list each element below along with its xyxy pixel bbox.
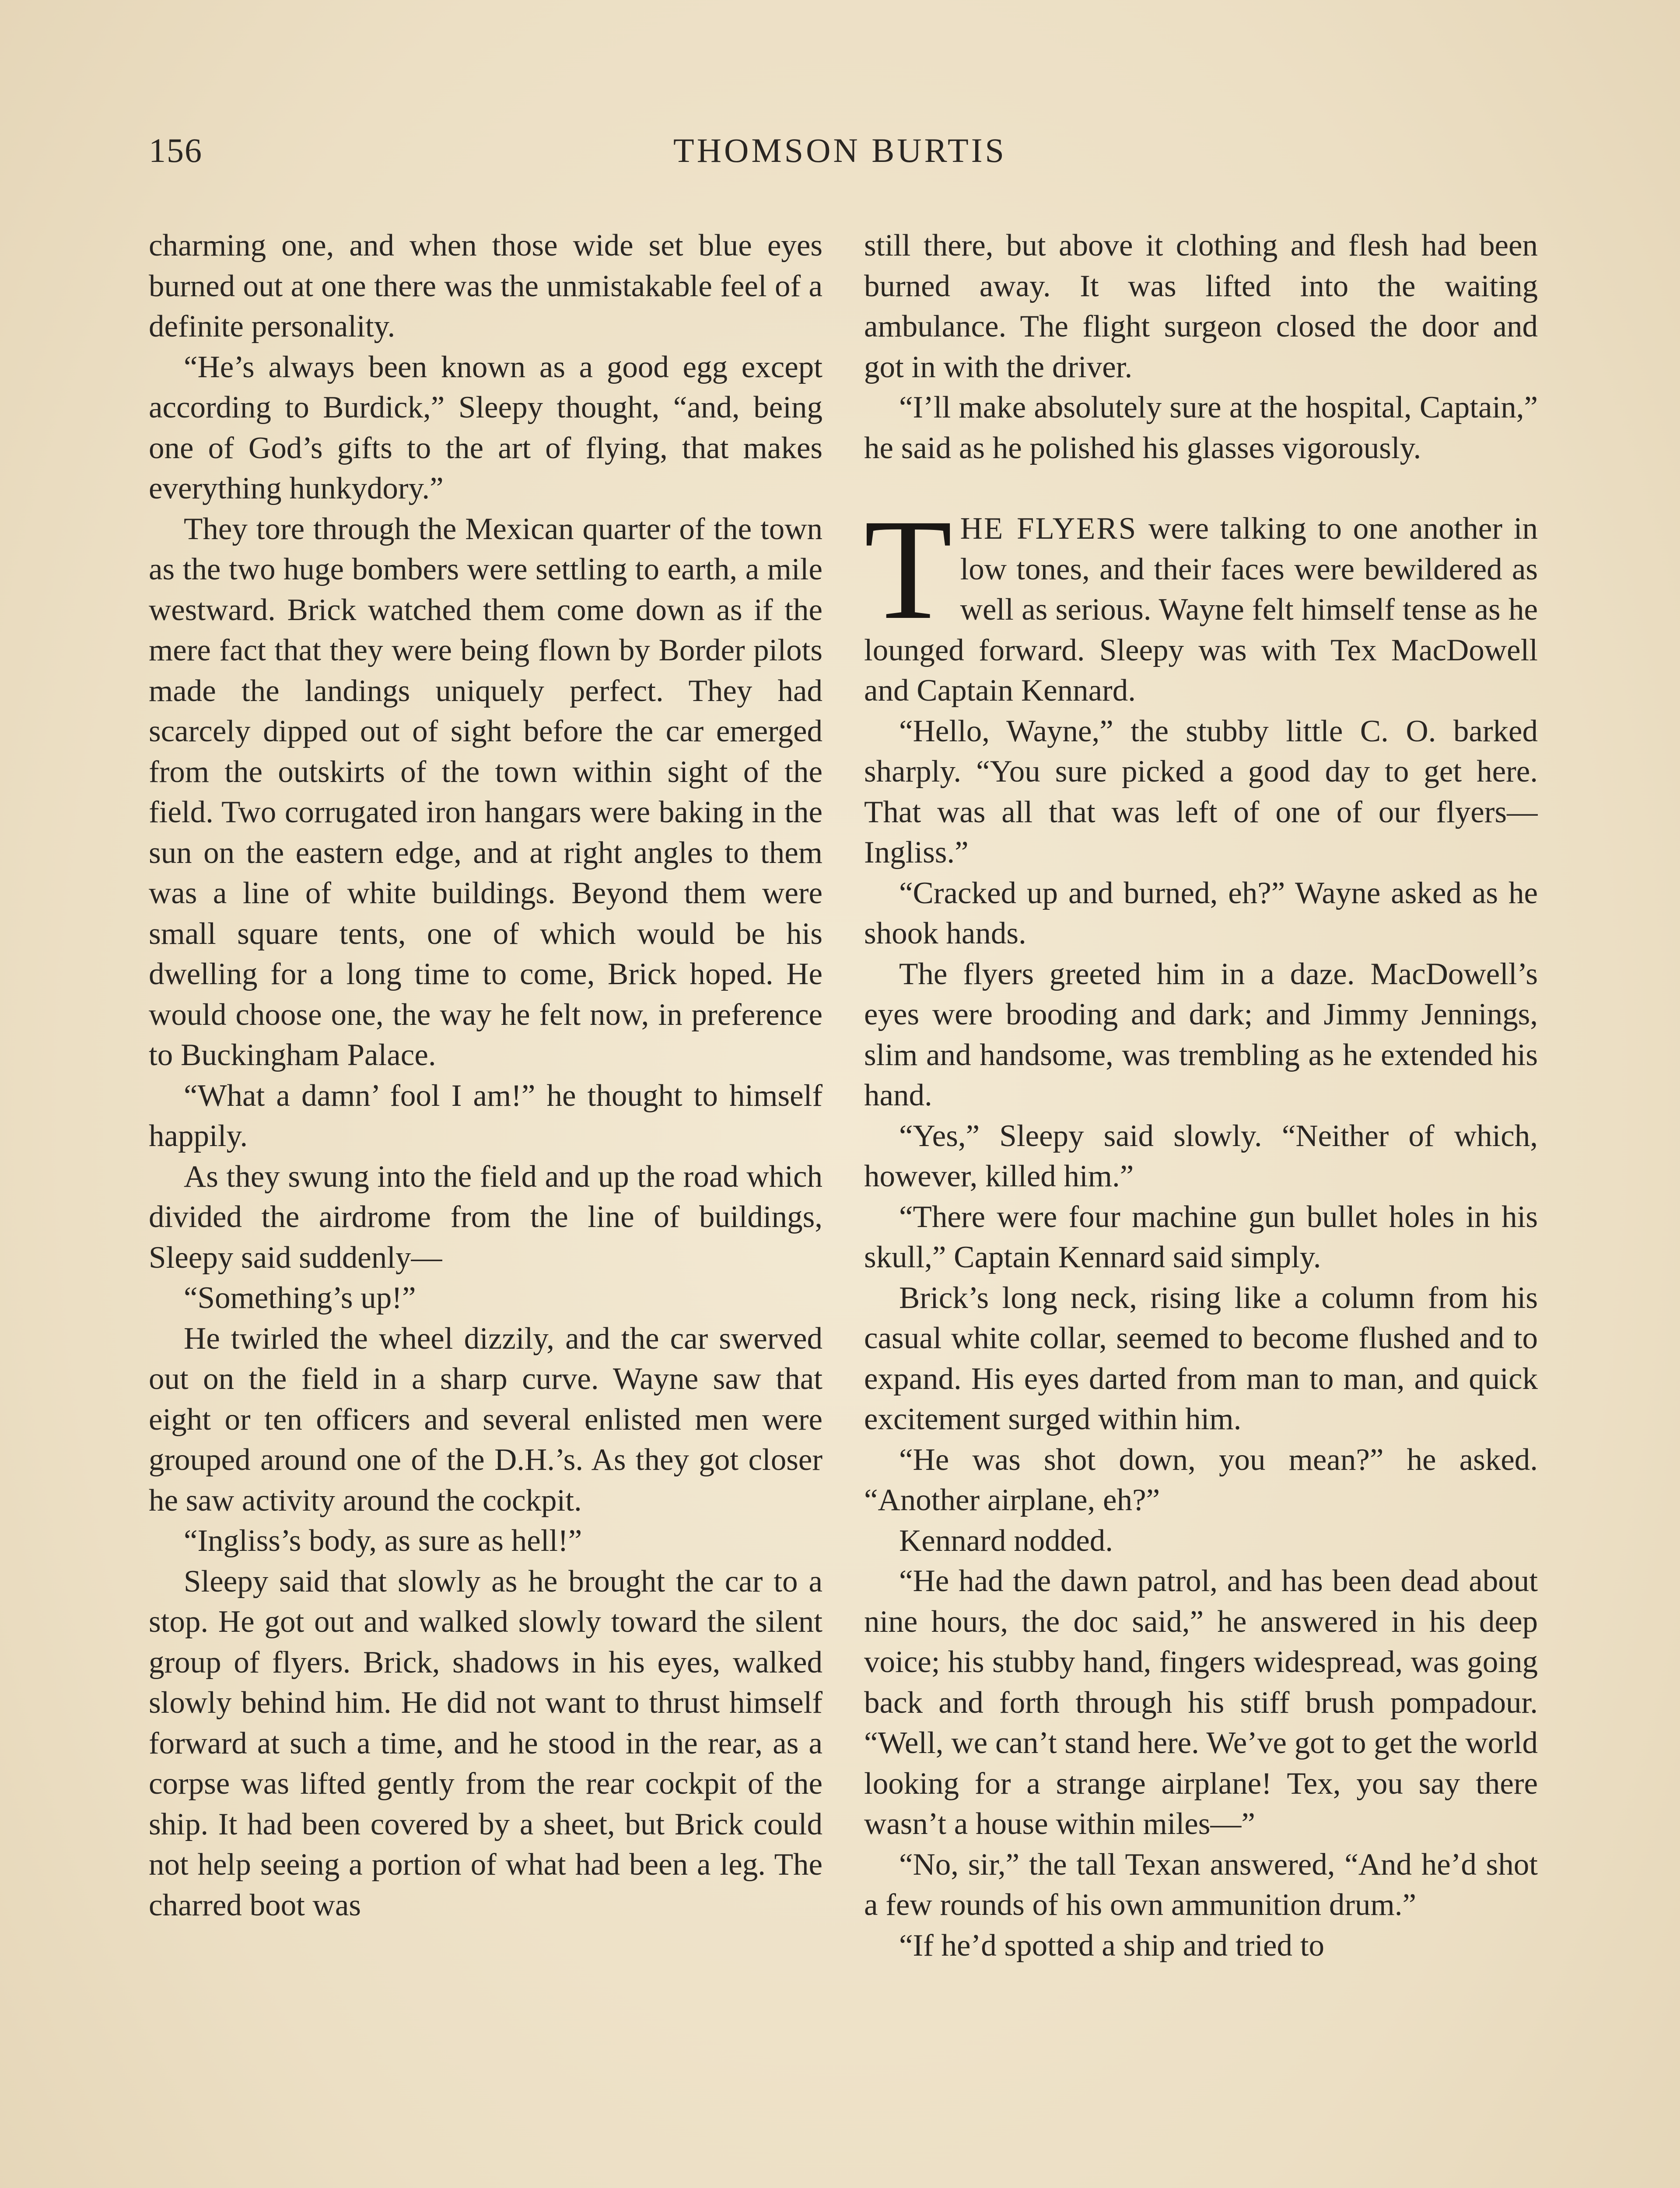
paragraph: “If he’d spotted a ship and tried to [899, 1928, 1325, 1963]
paragraph: Brick’s long neck, rising like a column from his casual white collar, seemed to become flushed and to expand. His eyes darted from man to man, and quick excitement surged within him. [864, 1280, 1538, 1436]
paragraph: “No, sir,” the tall Texan answered, “And he’d shot a few rounds of his own ammunition drum.” [864, 1847, 1538, 1922]
paragraph: “Cracked up and burned, eh?” Wayne asked as he shook hands. [864, 876, 1538, 950]
paragraph: As they swung into the field and up the road which divided the airdrome from the line of buildings, Sleepy said suddenly— [149, 1159, 822, 1275]
paragraph: “He had the dawn patrol, and has been dead about nine hours, the doc said,” he answered in his deep voice; his stubby hand, fingers widespread, was going back and forth through his stiff brush pompadour. “Well, we can’t stand here. We’ve got to get the world looking for a strange airplane! Tex, you say there wasn’t a house within miles—” [864, 1564, 1538, 1841]
paragraph: “Yes,” Sleepy said slowly. “Neither of which, however, killed him.” [864, 1119, 1538, 1193]
paragraph: He twirled the wheel dizzily, and the car swerved out on the field in a sharp curve. Wayne saw that eight or ten officers and several enlisted men were grouped around one of the D.H.’s. As they got closer he saw activity around the cockpit. [149, 1321, 822, 1518]
section-caps: HE FLYERS [960, 512, 1138, 546]
page-number: 156 [149, 131, 203, 169]
paragraph: charming one, and when those wide set blue eyes burned out at one there was the unmistakable feel of a definite personality. [149, 228, 822, 344]
paragraph: The flyers greeted him in a daze. MacDowell’s eyes were brooding and dark; and Jimmy Jennings, slim and handsome, was trembling as he extended his hand. [864, 957, 1538, 1112]
paragraph: “I’ll make absolutely sure at the hospital, Captain,” he said as he polished his glasses vigorously. [864, 390, 1538, 465]
paragraph: “Hello, Wayne,” the stubby little C. O. barked sharply. “You sure picked a good day to get here. That was all that was left of one of our flyers—Ingliss.” [864, 714, 1538, 870]
running-head: THOMSON BURTIS [673, 131, 1007, 169]
paragraph: “What a damn’ fool I am!” he thought to himself happily. [149, 1078, 822, 1153]
paragraph: “There were four machine gun bullet holes in his skull,” Captain Kennard said simply. [864, 1199, 1538, 1274]
left-column [149, 225, 822, 2188]
paragraph: Kennard nodded. [899, 1523, 1113, 1558]
section-text: were talking to one another in low tones, and their faces were bewildered as well as serious. Wayne felt himself tense as he lounged forward. Sleepy was with Tex MacDowell and Captain Kennard. [864, 512, 1538, 708]
paragraph: “Something’s up!” [184, 1281, 416, 1315]
section-opening-paragraph [864, 490, 1538, 711]
paragraph: “He’s always been known as a good egg except according to Burdick,” Sleepy thought, “and, being one of God’s gifts to the art of flying, that makes everything hunkydory.” [149, 350, 822, 505]
paragraph: still there, but above it clothing and flesh had been burned away. It was lifted into the waiting ambulance. The flight surgeon closed the door and got in with the driver. [864, 228, 1538, 384]
right-column [864, 225, 1538, 2188]
drop-cap: T [864, 490, 952, 649]
paragraph: Sleepy said that slowly as he brought the car to a stop. He got out and walked slowly toward the silent group of flyers. Brick, shadows in his eyes, walked slowly behind him. He did not want to thrust himself forward at such a time, and he stood in the rear, as a corpse was lifted gently from the rear cockpit of the ship. It had been covered by a sheet, but Brick could not help seeing a portion of what had been a leg. The charred boot was [149, 1564, 822, 1922]
paragraph: “Ingliss’s body, as sure as hell!” [184, 1524, 582, 1558]
paragraph: “He was shot down, you mean?” he asked. “Another airplane, eh?” [864, 1442, 1538, 1517]
paragraph: They tore through the Mexican quarter of the town as the two huge bombers were settling to earth, a mile westward. Brick watched them come down as if the mere fact that they were being flown by Border pilots made the landings uniquely perfect. They had scarcely dipped out of sight before the car emerged from the outskirts of the town within sight of the field. Two corrugated iron hangars were baking in the sun on the eastern edge, and at right angles to them was a line of white buildings. Beyond them were small square tents, one of which would be his dwelling for a long time to come, Brick hoped. He would choose one, the way he felt now, in preference to Buckingham Palace. [149, 512, 822, 1072]
